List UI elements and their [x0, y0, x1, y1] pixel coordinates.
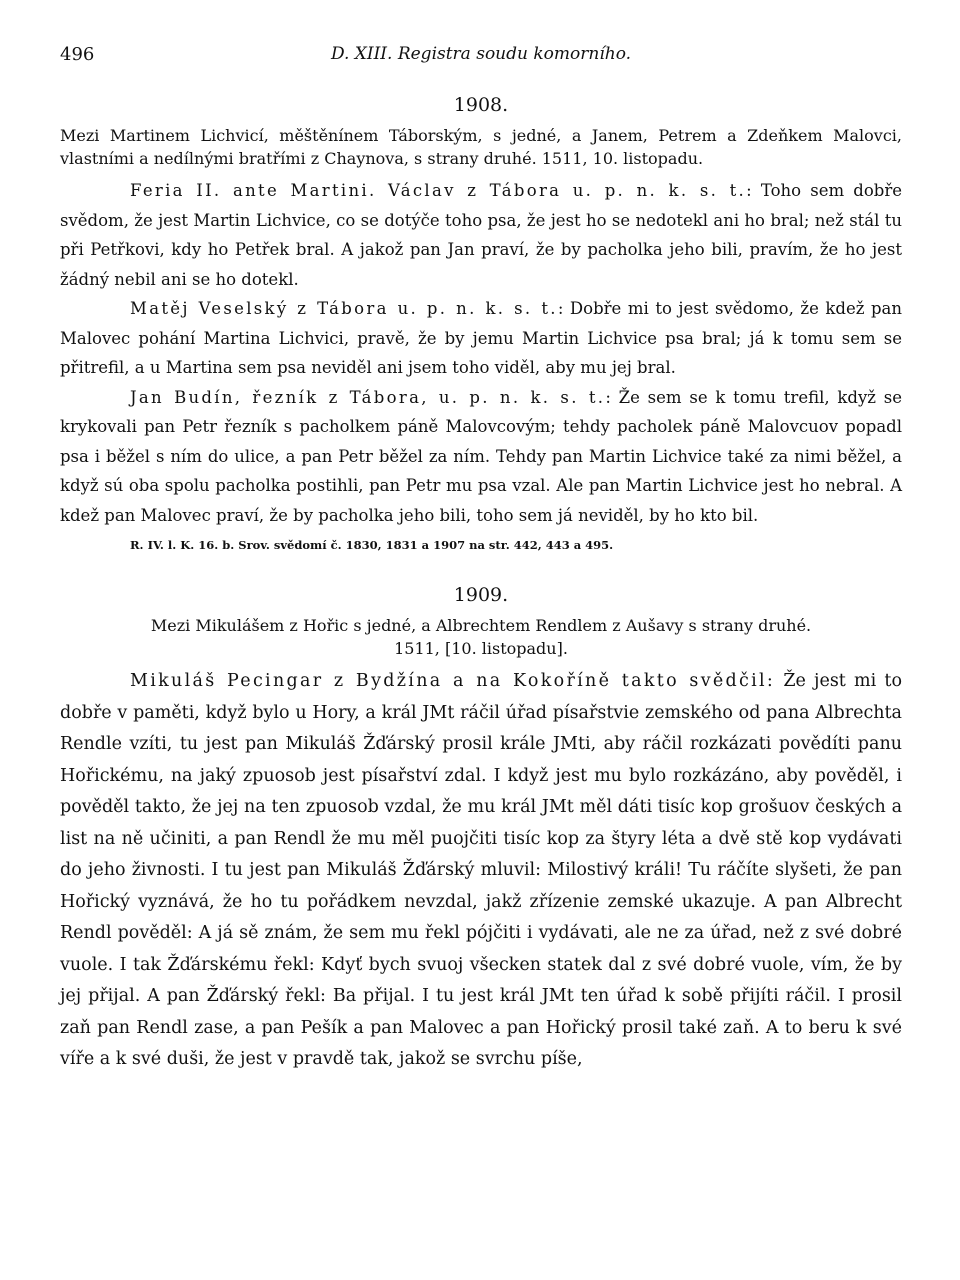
source-citation: R. IV. l. K. 16. b. Srov. svědomí č. 1830, 1831 a 1907 na str. 442, 443 a 495. — [130, 538, 614, 552]
entry-summary: Mezi Martinem Lichvicí, měštěnínem Táborským, s jedné, a Janem, Petrem a Zdeňkem Malovci, vlastními a nedílnými bratřími z Chaynova, s strany druhé. 1511, 10. listopadu. — [60, 126, 902, 168]
entry-number: 1908. — [453, 94, 509, 116]
entry-1909 — [60, 584, 902, 1076]
testimony-text: : Dobře mi to jest svědomo, že kdež pan Malovec pohání Martina Lichvici, pravě, že by jemu Martin Lichvice psa bral; já k tomu sem se přitrefil, a u Martina sem psa neviděl ani jsem toho viděl, aby mu jej bral. — [60, 299, 902, 377]
entry-summary — [60, 614, 902, 660]
testimony-paragraph — [60, 383, 902, 531]
entry-1908 — [60, 94, 902, 554]
testimony-text: Že jest mi to dobře v paměti, když bylo u Hory, a král JMt ráčil úřad písařstvie zemského od pana Albrechta Rendle vzíti, tu jest pan Mikuláš Žďárský prosil krále JMti, aby ráčil rozkázati povědíti panu Hořickému, na jaký zpuosob jest písařství zdal. I když jest mu bylo rozkázáno, aby pověděl, i pověděl takto, že jej na ten zpuosob vzdal, že mu král JMt měl dáti tisíc kop grošuov českých a list na ně učiniti, a pan Rendl že mu měl puojčiti tisíc kop za štyry léta a dvě stě kop vydávati do jeho živnosti. I tu jest pan Mikuláš Žďárský mluvil: Milostivý králi! Tu ráčíte slyšeti, že pan Hořický vyznává, že ho tu pořádkem nevzdal, jakž zřízenie zemské ukazuje. A pan Albrecht Rendl pověděl: A já sě znám, že sem mu řekl pójčiti i vydávati, ale ne za úřad, než z své dobré vuole. I tak Žďárskému řekl: Kdyť bych svuoj všecken statek dal z své dobré vuole, vím, že by jej přijal. A pan Žďárský řekl: Ba přijal. I tu jest král JMt ten úřad k sobě přijíti ráčil. I prosil zaň pan Rendl zase, a pan Pešík a pan Malovec a pan Hořický prosil také zaň. A to beru k své víře a k své duši, že jest v pravdě tak, jakož se svrchu píše, — [60, 671, 902, 1069]
entry-summary-line: Mezi Mikulášem z Hořic s jedné, a Albrechtem Rendlem z Aušavy s strany druhé. — [150, 616, 812, 635]
testimony-paragraph — [60, 294, 902, 383]
running-head: D. XIII. Registra soudu komorního. — [330, 44, 632, 64]
entry-number: 1909. — [453, 584, 509, 606]
entry-summary-date: 1511, [10. listopadu]. — [394, 639, 568, 658]
page-header — [60, 40, 902, 74]
witness-lead: Matěj Veselský z Tábora u. p. n. k. s. t. — [130, 299, 558, 318]
witness-lead: Jan Budín, řezník z Tábora, u. p. n. k. s. t. — [130, 387, 606, 407]
document-page — [60, 40, 902, 1076]
witness-lead: Mikuláš Pecingar z Bydžína a na Kokoříně takto svědčil: — [130, 671, 776, 691]
testimony-paragraph — [60, 666, 902, 1076]
testimony-text: : Že sem se k tomu trefil, když se krykovali pan Petr řezník s pacholkem páně Malovcovým; tehdy pacholek páně Malovcuov popadl psa i běžel s ním do ulice, a pan Petr běžel za ním. Tehdy pan Martin Lichvice také za nimi běžel, a když sú oba spolu pacholka postihli, pan Petr mu psa vzal. Ale pan Martin Lichvice jest ho nebral. A kdež pan Malovec praví, že by pacholka jeho bili, toho sem já neviděl, by ho kto bil. — [60, 387, 902, 525]
page-number: 496 — [60, 44, 95, 65]
witness-lead: Feria II. ante Martini. Václav z Tábora u. p. n. k. s. t. — [130, 181, 747, 200]
testimony-paragraph — [60, 176, 902, 294]
testimony-text: : Toho sem dobře svědom, že jest Martin Lichvice, co se dotýče toho psa, že jest ho se nedotekl ani ho bral; než stál tu při Petřkovi, kdy ho Petřek bral. A jakož pan Jan praví, že by pacholka jeho bili, pravím, že ho jest žádný nebil ani se ho dotekl. — [60, 181, 903, 289]
